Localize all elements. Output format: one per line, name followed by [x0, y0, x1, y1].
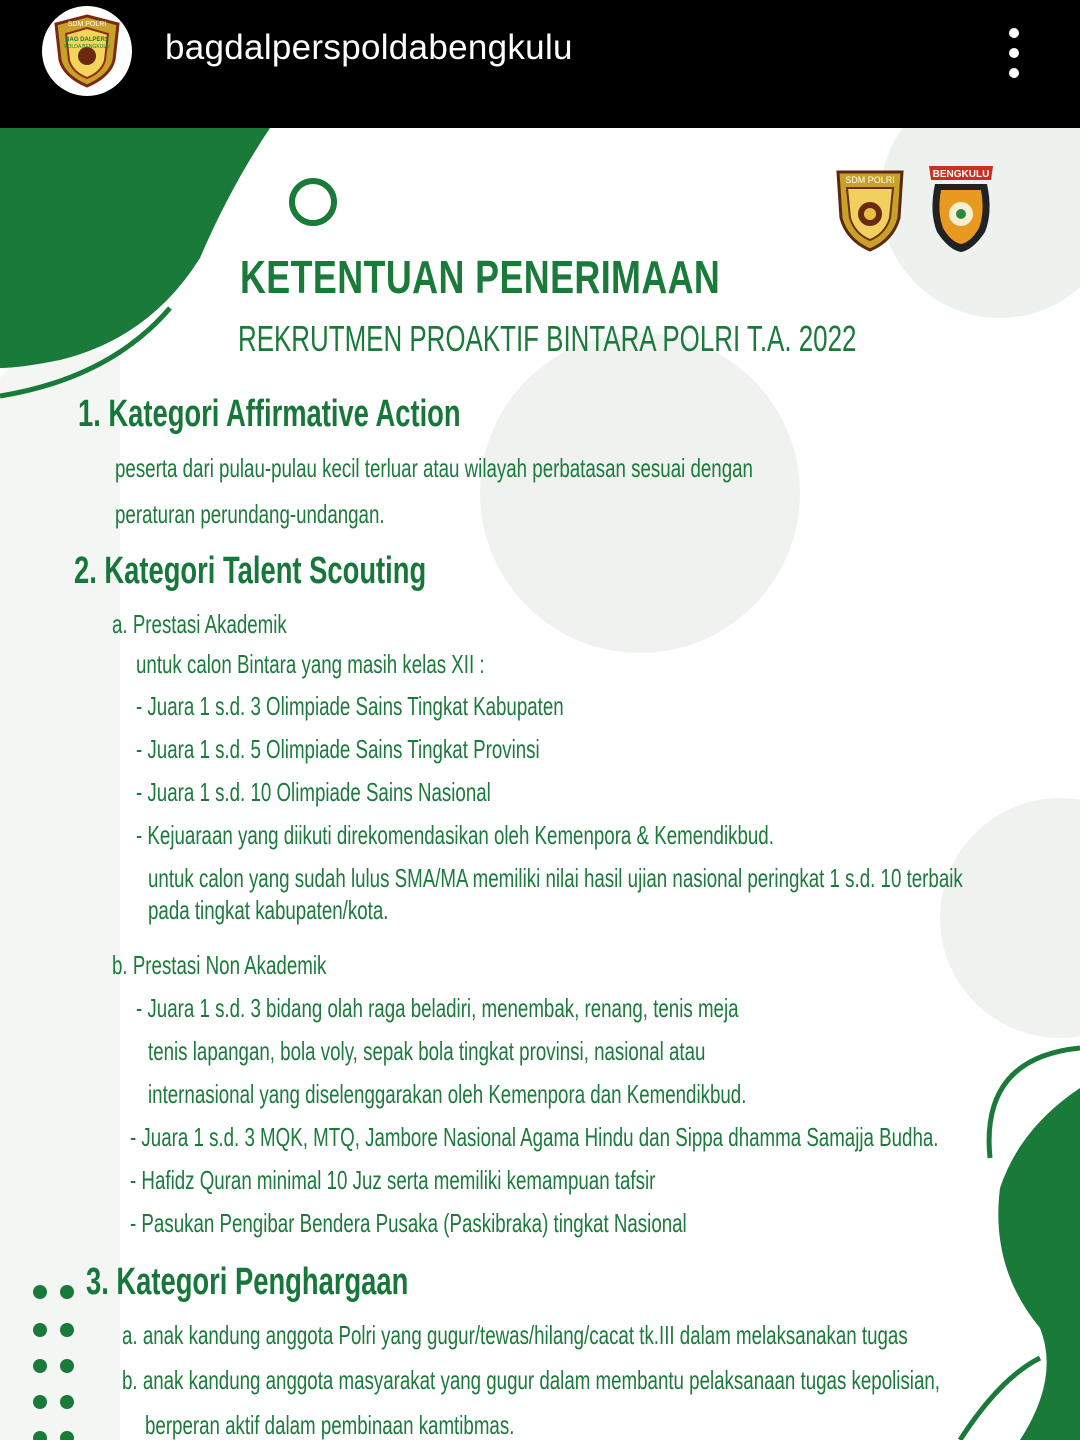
svg-text:BENGKULU: BENGKULU [932, 169, 990, 180]
section-1-heading: 1. Kategori Affirmative Action [78, 393, 461, 435]
section-2a-item: - Juara 1 s.d. 3 Olimpiade Sains Tingkat Kabupaten [136, 691, 564, 721]
profile-avatar[interactable] [42, 6, 132, 96]
username-link[interactable]: bagdalperspoldabengkulu [165, 28, 573, 67]
polda-bengkulu-logo-icon [925, 162, 997, 254]
poster-title: KETENTUAN PENERIMAAN [240, 251, 721, 303]
section-2b-item: - Juara 1 s.d. 3 MQK, MTQ, Jambore Nasional Agama Hindu dan Sippa dhamma Samajja Budha. [130, 1122, 939, 1152]
section-2-heading: 2. Kategori Talent Scouting [74, 550, 427, 592]
svg-text:BAG DALPERS: BAG DALPERS [65, 37, 109, 43]
section-2a-item: - Juara 1 s.d. 10 Olimpiade Sains Nasional [136, 777, 491, 807]
svg-text:SDM POLRI: SDM POLRI [67, 21, 107, 28]
section-2b-item: internasional yang diselenggarakan oleh Kemenpora dan Kemendikbud. [148, 1079, 747, 1109]
sdm-polri-badge-icon [52, 14, 122, 88]
section-2b-title: b. Prestasi Non Akademik [112, 950, 327, 980]
section-2a-title: a. Prestasi Akademik [112, 609, 287, 639]
section-3-line: a. anak kandung anggota Polri yang gugur/tewas/hilang/cacat tk.III dalam melaksanakan tugas [122, 1320, 908, 1350]
section-2a-item: - Juara 1 s.d. 5 Olimpiade Sains Tingkat Provinsi [136, 734, 540, 764]
section-3-line: b. anak kandung anggota masyarakat yang gugur dalam membantu pelaksanaan tugas kepolisian, [122, 1365, 940, 1395]
more-vertical-icon[interactable] [1000, 24, 1030, 84]
post-image [0, 128, 1080, 1440]
section-2b-item: tenis lapangan, bola voly, sepak bola tingkat provinsi, nasional atau [148, 1036, 706, 1066]
section-2a-note: pada tingkat kabupaten/kota. [148, 895, 389, 925]
section-1-line: peraturan perundang-undangan. [115, 499, 385, 529]
section-2a-note: untuk calon yang sudah lulus SMA/MA memiliki nilai hasil ujian nasional peringkat 1 s.d. 10 terbaik [148, 863, 963, 893]
section-3-line: berperan aktif dalam pembinaan kamtibmas. [145, 1410, 515, 1440]
poster-subtitle: REKRUTMEN PROAKTIF BINTARA POLRI T.A. 2022 [238, 318, 857, 359]
svg-text:SDM POLRI: SDM POLRI [845, 175, 895, 185]
section-2a-intro: untuk calon Bintara yang masih kelas XII : [136, 649, 485, 679]
section-2b-item: - Juara 1 s.d. 3 bidang olah raga beladiri, menembak, renang, tenis meja [136, 993, 739, 1023]
section-1-line: peserta dari pulau-pulau kecil terluar atau wilayah perbatasan sesuai dengan [115, 453, 753, 483]
sdm-polri-logo-icon [835, 166, 905, 252]
section-2a-item: - Kejuaraan yang diikuti direkomendasikan oleh Kemenpora & Kemendikbud. [136, 820, 774, 850]
section-2b-item: - Hafidz Quran minimal 10 Juz serta memiliki kemampuan tafsir [130, 1165, 656, 1195]
post-header [0, 0, 1080, 128]
svg-text:POLDA BENGKULU: POLDA BENGKULU [64, 44, 110, 50]
section-3-heading: 3. Kategori Penghargaan [86, 1261, 409, 1303]
section-2b-item: - Pasukan Pengibar Bendera Pusaka (Paskibraka) tingkat Nasional [130, 1208, 687, 1238]
